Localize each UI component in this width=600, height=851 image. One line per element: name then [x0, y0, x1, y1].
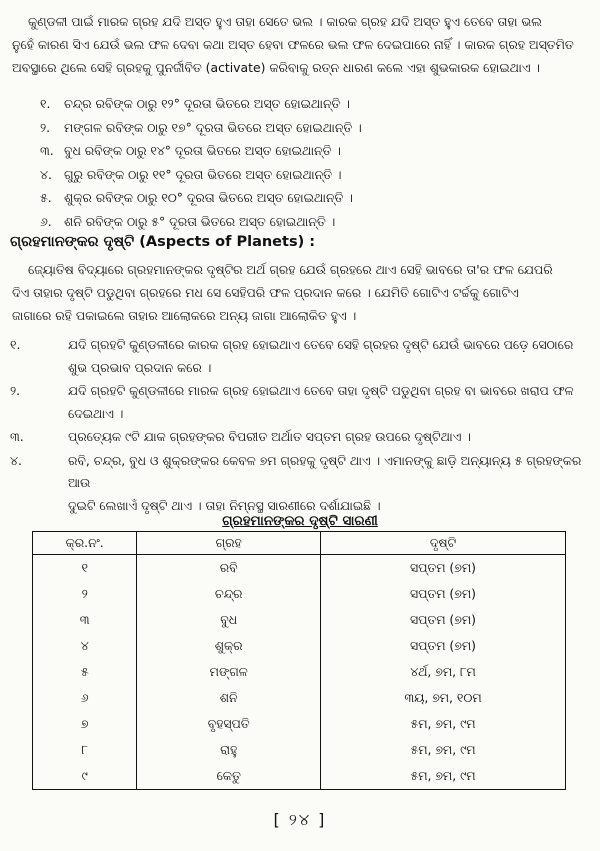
- list-item: [40, 210, 560, 234]
- cell-aspect: ୫ମ, ୭ମ, ୯ମ: [321, 763, 566, 790]
- cell-serial: ୩: [33, 607, 137, 633]
- table-row: [33, 581, 566, 607]
- intro-line: କୁଣ୍ଡଳୀ ପାଇଁ ମାରକ ଗ୍ରହ ଯଦି ଅସ୍ତ ହୁଏ ତାହା ସେତେ ଭଲ । କାରକ ଗ୍ରହ ଯଦି ଅସ୍ତ ହୁଏ ତେବେ ତାହା ଭଲ: [28, 14, 542, 29]
- column-header-aspect: ଦୃଷ୍ଟି: [321, 532, 566, 555]
- list-text: ଦୁଇଟି ଲେଖାଏଁ ଦୃଷ୍ଟି ଥାଏ । ତାହା ନିମ୍ନସ୍ଥ ସାରଣୀରେ ଦର୍ଶାଯାଇଛି ।: [68, 497, 381, 513]
- cell-serial: ୮: [33, 737, 137, 763]
- cell-aspect: ୫ମ, ୭ମ, ୯ମ: [321, 711, 566, 737]
- aspect-points-list: [10, 334, 590, 518]
- list-number: ୫.: [40, 190, 52, 205]
- list-number: ୪.: [10, 452, 22, 468]
- list-number: ୨.: [40, 119, 51, 135]
- list-item: [40, 163, 560, 187]
- table-row: [33, 607, 566, 633]
- cell-serial: ୬: [33, 685, 137, 711]
- table-header-row: [33, 532, 566, 555]
- list-text: ଯଦି ଗ୍ରହଟି କୁଣ୍ଡଳୀରେ ମାରକ ଗ୍ରହ ହୋଇଥାଏ ତେବେ ତାହା ଦୃଷ୍ଟି ପଡୁଥିବା ଗ୍ରହ ବା ଭାବରେ ଖରାପ ଫଳ: [68, 383, 574, 398]
- column-header-planet: ଗ୍ରହ: [137, 532, 321, 555]
- list-text: ଶୁକ୍ର ରବିଙ୍କ ଠାରୁ ୧୦° ଦୂରତା ଭିତରେ ଅସ୍ତ ହୋଇଥାନ୍ତି ।: [64, 190, 353, 205]
- list-number: ୩.: [10, 429, 24, 444]
- intro-line: ନୁହେଁ କାରଣ ସିଏ ଯେଉଁ ଭଲ ଫଳ ଦେବା କଥା ଅସ୍ତ ହେବା ଫଳରେ ଭଲ ଫଳ ଦେଇପାରେ ନାହିଁ । କାରକ ଗ୍ରହ ଅସ୍ତମିତ: [12, 37, 574, 52]
- table-row: [33, 685, 566, 711]
- cell-serial: ୨: [33, 581, 137, 607]
- list-text: ଯଦି ଗ୍ରହଟି କୁଣ୍ଡଳୀରେ କାରକ ଗ୍ରହ ହୋଇଥାଏ ତେବେ ସେହି ଗ୍ରହର ଦୃଷ୍ଟି ଯେଉଁ ଭାବରେ ପଡ଼େ ସେଠାରେ: [68, 337, 574, 352]
- combustion-list: [40, 92, 560, 233]
- list-text: ରବି, ଚନ୍ଦ୍ର, ବୁଧ ଓ ଶୁକ୍ରଙ୍କର କେବଳ ୭ମ ଗ୍ରହକୁ ଦୃଷ୍ଟି ଥାଏ । ଏମାନଙ୍କୁ ଛାଡ଼ି ଅନ୍ୟାନ୍ୟ ୫ ଗ୍ରହଙ୍କର ଆଉ: [68, 452, 582, 490]
- list-text: ଗୁରୁ ରବିଙ୍କ ଠାରୁ ୧୧° ଦୂରତା ଭିତରେ ଅସ୍ତ ହୋଇଥାନ୍ତି ।: [64, 166, 342, 182]
- list-number: ୬.: [40, 213, 52, 229]
- list-number: ୨.: [10, 383, 21, 398]
- table-row: [33, 555, 566, 582]
- list-item: [40, 116, 560, 140]
- list-text: ମଙ୍ଗଳ ରବିଙ୍କ ଠାରୁ ୧୭° ଦୂରତା ଭିତରେ ଅସ୍ତ ହୋଇଥାନ୍ତି ।: [64, 119, 362, 135]
- intro-line: ଅବସ୍ଥାରେ ଥିଲେ ସେହି ଗ୍ରହକୁ ପୁନର୍ଜୀବିତ (activate) କରିବାକୁ ରତ୍ନ ଧାରଣ କଲେ ଏହା ଶୁଭକାରକ ହୋଇଥାଏ ।: [12, 60, 541, 75]
- list-number: ୧.: [10, 337, 21, 352]
- cell-aspect: ସପ୍ତମ (୭ମ): [321, 633, 566, 659]
- cell-serial: ୪: [33, 633, 137, 659]
- cell-serial: ୧: [33, 555, 137, 582]
- cell-planet: ଶନି: [137, 685, 321, 711]
- cell-serial: ୭: [33, 711, 137, 737]
- cell-aspect: ସପ୍ତମ (୭ମ): [321, 581, 566, 607]
- list-text: ଶନି ରବିଙ୍କ ଠାରୁ ୫° ଦୂରତା ଭିତରେ ଅସ୍ତ ହୋଇଥାନ୍ତି ।: [64, 213, 336, 229]
- list-number: ୧.: [40, 96, 51, 111]
- cell-planet: ଶୁକ୍ର: [137, 633, 321, 659]
- cell-planet: ମଙ୍ଗଳ: [137, 659, 321, 685]
- cell-serial: ୯: [33, 763, 137, 790]
- list-item: [10, 334, 590, 379]
- list-text: ପ୍ରତ୍ୟେକ ୯ଟି ଯାକ ଗ୍ରହଙ୍କର ବିପରୀତ ଅର୍ଥାତ ସପ୍ତମ ଗ୍ରହ ଉପରେ ଦୃଷ୍ଟିଥାଏ ।: [68, 429, 471, 444]
- aspects-intro-paragraph: [12, 258, 588, 327]
- aspects-table: [32, 531, 566, 790]
- section-heading: ଗ୍ରହମାନଙ୍କର ଦୃଷ୍ଟି (Aspects of Planets) :: [10, 234, 316, 250]
- cell-aspect: ୩ୟ, ୭ମ, ୧୦ମ: [321, 685, 566, 711]
- aspects-intro-line: ଦିଏ ତାହାର ଦୃଷ୍ଟି ପଡୁଥିବା ଗ୍ରହରେ ମଧ ସେ ସେହିପରି ଫଳ ପ୍ରଦାନ କରେ । ଯେମିତି ଗୋଟିଏ ଟର୍ଚ୍ଚକୁ ଗୋଟିଏ: [12, 285, 519, 300]
- list-item: [10, 450, 590, 518]
- table-caption: [0, 510, 600, 529]
- list-item: [40, 92, 560, 116]
- table-row: [33, 633, 566, 659]
- cell-aspect: ସପ୍ତମ (୭ମ): [321, 607, 566, 633]
- list-item: [40, 186, 560, 210]
- cell-aspect: ସପ୍ତମ (୭ମ): [321, 555, 566, 582]
- aspects-intro-line: ଜ୍ୟୋତିଷ ବିଦ୍ୟାରେ ଗ୍ରହମାନଙ୍କର ଦୃଷ୍ଟିର ଅର୍ଥ ଗ୍ରହ ଯେଉଁ ଗ୍ରହରେ ଥାଏ ସେହି ଭାବରେ ତା'ର ଫଳ ଯେପରି: [28, 262, 553, 277]
- table-row: [33, 737, 566, 763]
- list-number: ୩.: [40, 143, 54, 158]
- column-header-serial: କ୍ର.ନଂ.: [33, 532, 137, 555]
- aspects-intro-line: ଜାଗାରେ ରହି ପକାଇଲେ ତାହାର ଆଲୋକରେ ଅନ୍ୟ ଜାଗା ଆଲୋକିତ ହୁଏ ।: [12, 308, 357, 323]
- list-item: [10, 426, 590, 449]
- cell-serial: ୫: [33, 659, 137, 685]
- cell-planet: ବୃହସ୍ପତି: [137, 711, 321, 737]
- cell-planet: ଚନ୍ଦ୍ର: [137, 581, 321, 607]
- list-item: [10, 380, 590, 425]
- cell-planet: ରବି: [137, 555, 321, 582]
- list-text: ଚନ୍ଦ୍ର ରବିଙ୍କ ଠାରୁ ୧୨° ଦୂରତା ଭିତରେ ଅସ୍ତ ହୋଇଥାନ୍ତି ।: [64, 96, 350, 111]
- cell-planet: ରାହୁ: [137, 737, 321, 763]
- table-row: [33, 711, 566, 737]
- list-text: ବୁଧ ରବିଙ୍କ ଠାରୁ ୧୪° ଦୂରତା ଭିତରେ ଅସ୍ତ ହୋଇଥାନ୍ତି ।: [64, 143, 341, 158]
- table-row: [33, 659, 566, 685]
- cell-planet: କେତୁ: [137, 763, 321, 790]
- table-row: [33, 763, 566, 790]
- page-number: [ ୨୪ ]: [273, 810, 327, 829]
- list-number: ୪.: [40, 166, 52, 182]
- list-text: ଶୁଭ ପ୍ରଭାବ ପ୍ରଦାନ କରେ ।: [68, 359, 212, 375]
- intro-paragraph: [12, 10, 588, 79]
- cell-planet: ବୁଧ: [137, 607, 321, 633]
- table-caption-text: ଗ୍ରହମାନଙ୍କର ଦୃଷ୍ଟି ସାରଣୀ: [222, 513, 378, 529]
- list-item: [40, 139, 560, 163]
- cell-aspect: ୫ମ, ୭ମ, ୯ମ: [321, 737, 566, 763]
- cell-aspect: ୪ର୍ଥ, ୭ମ, ୮ମ: [321, 659, 566, 685]
- list-text: ଦେଇଥାଏ ।: [68, 405, 124, 421]
